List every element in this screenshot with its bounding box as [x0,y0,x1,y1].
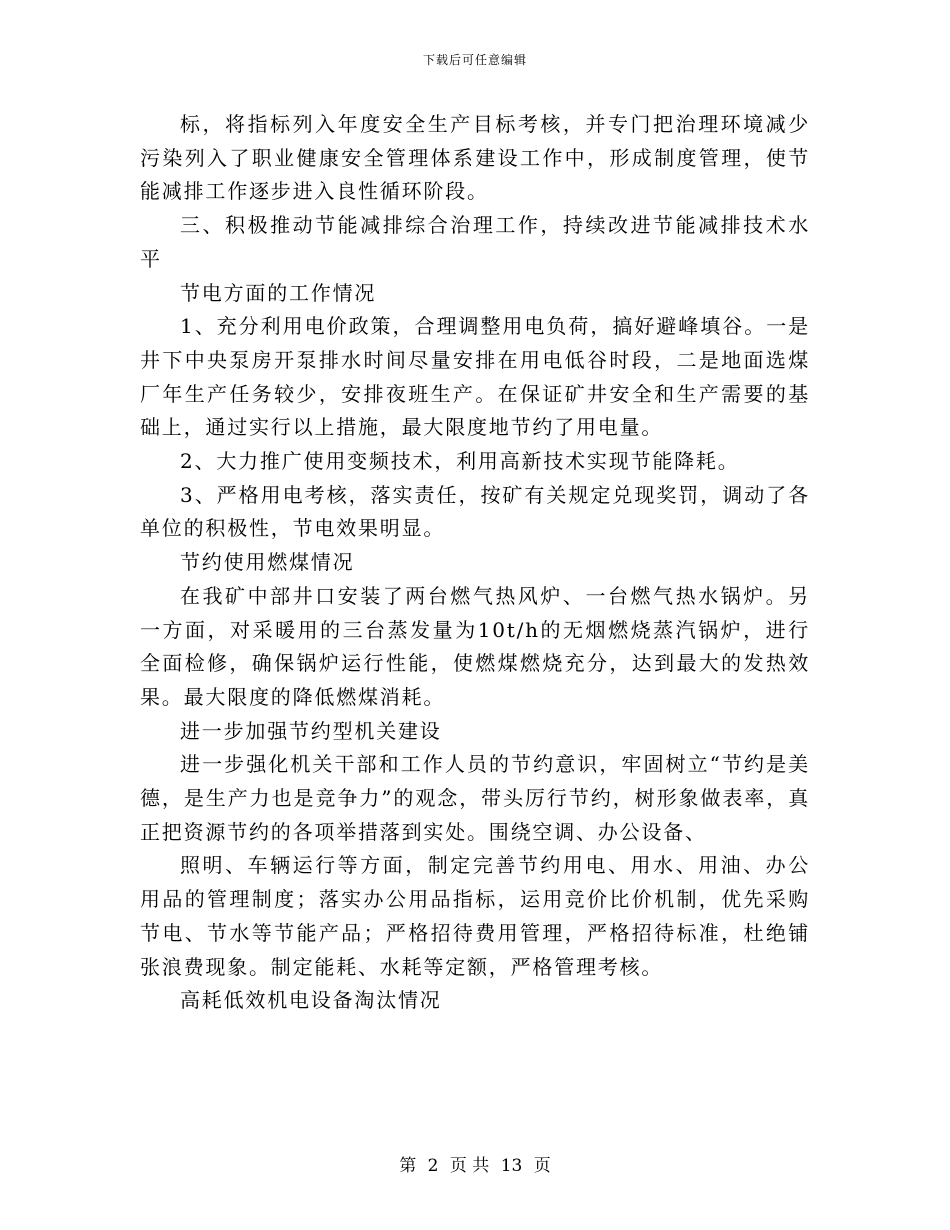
paragraph-3-subheading: 节电方面的工作情况 [180,280,377,305]
paragraph-5: 2、大力推广使用变频技术，利用高新技术实现节能降耗。 [180,449,740,474]
footer-prefix: 第 [399,1156,417,1176]
paragraph-2-section-heading: 三、积极推动节能减排综合治理工作，持续改进节能减排技术水平 [140,213,810,271]
paragraph-8: 在我矿中部井口安装了两台燃气热风炉、一台燃气热水锅炉。另一方面，对采暖用的三台蒸发量为10t/h的无烟燃烧蒸汽锅炉，进行全面检修，确保锅炉运行性能，使燃煤燃烧充分，达到最大的发热效果。最大限度的降低燃煤消耗。 [140,583,810,709]
paragraph-11: 照明、车辆运行等方面，制定完善节约用电、用水、用油、办公用品的管理制度；落实办公用品指标，运用竞价比价机制，优先采购节电、节水等节能产品；严格招待费用管理，严格招待标准，杜绝铺张浪费现象。制定能耗、水耗等定额，严格管理考核。 [140,853,810,979]
page-footer [0,1155,950,1177]
footer-middle: 页 共 [449,1156,490,1176]
paragraph-1: 标，将指标列入年度安全生产目标考核，并专门把治理环境减少污染列入了职业健康安全管理体系建设工作中，形成制度管理，使节能减排工作逐步进入良性循环阶段。 [140,112,810,204]
paragraph-12-subheading: 高耗低效机电设备淘汰情况 [180,988,442,1013]
document-body [140,108,810,1018]
footer-page-number: 2 [427,1156,439,1176]
footer-suffix: 页 [533,1156,551,1176]
page-header-note: 下载后可任意编辑 [422,53,527,67]
footer-total-pages: 13 [500,1156,523,1176]
paragraph-6: 3、严格用电考核，落实责任，按矿有关规定兑现奖罚，调动了各单位的积极性，节电效果明显。 [140,482,810,541]
paragraph-7-subheading: 节约使用燃煤情况 [180,550,355,575]
paragraph-10: 进一步强化机关干部和工作人员的节约意识，牢固树立“节约是美德，是生产力也是竞争力”的观念，带头厉行节约，树形象做表率，真正把资源节约的各项举措落到实处。围绕空调、办公设备、 [140,752,810,844]
paragraph-4: 1、充分利用电价政策，合理调整用电负荷，搞好避峰填谷。一是井下中央泵房开泵排水时间尽量安排在用电低谷时段，二是地面选煤厂年生产任务较少，安排夜班生产。在保证矿井安全和生产需要的基础上，通过实行以上措施，最大限度地节约了用电量。 [140,314,810,440]
paragraph-9-subheading: 进一步加强节约型机关建设 [180,718,442,743]
